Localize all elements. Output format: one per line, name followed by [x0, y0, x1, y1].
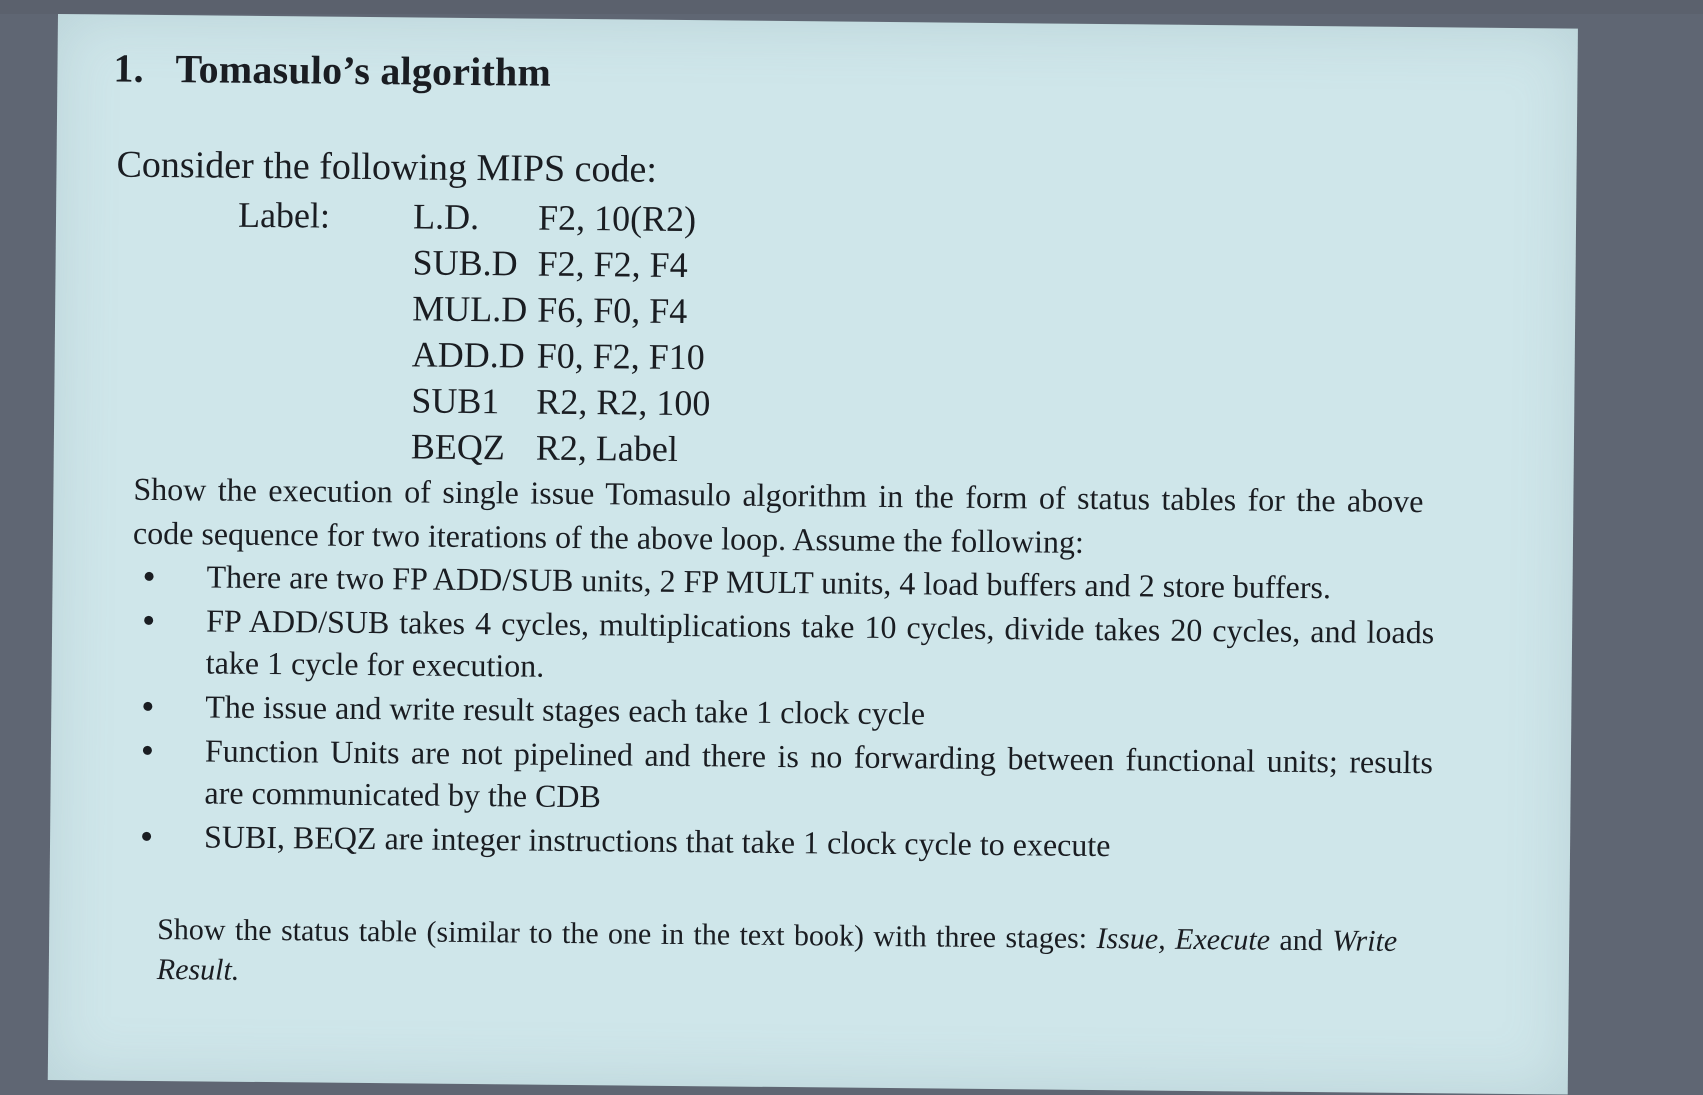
list-item — [144, 599, 1435, 695]
code-opcode: SUB1 — [411, 379, 499, 422]
list-item-text: FP ADD/SUB takes 4 cycles, multiplications take 10 cycles, divide takes 20 cycles, and loads take 1 cycle for execution. — [206, 602, 1435, 683]
question-title — [113, 45, 551, 96]
code-operands: R2, R2, 100 — [536, 381, 710, 425]
stage-execute: Execute — [1175, 923, 1270, 957]
mips-code-block — [114, 193, 117, 469]
closing-paragraph — [157, 910, 1398, 1002]
list-item — [142, 729, 1433, 825]
stage-issue: Issue, — [1096, 922, 1165, 956]
code-operands: F2, F2, F4 — [537, 243, 687, 286]
bullet-icon — [143, 702, 152, 711]
closing-text: Show the status table (similar to the one in the text book) with three stages: — [157, 913, 1097, 955]
list-item-text: Function Units are not pipelined and there is no forwarding between functional units; results are communicated by the CDB — [204, 732, 1433, 814]
assumptions-list — [142, 555, 1435, 871]
code-opcode: MUL.D — [412, 287, 527, 330]
code-operands: F2, 10(R2) — [538, 197, 696, 241]
bullet-icon — [142, 832, 151, 841]
question-number: 1. — [113, 45, 175, 93]
bullet-icon — [143, 746, 152, 755]
list-item-text: SUBI, BEQZ are integer instructions that take 1 clock cycle to execute — [204, 818, 1111, 863]
code-operands: F0, F2, F10 — [537, 335, 705, 379]
intro-text: Consider the following MIPS code: — [116, 143, 657, 192]
bullet-icon — [144, 616, 153, 625]
list-item-text: The issue and write result stages each take 1 clock cycle — [205, 688, 925, 731]
code-opcode: L.D. — [413, 195, 479, 238]
code-opcode: BEQZ — [411, 425, 505, 468]
code-opcode: SUB.D — [412, 241, 517, 284]
list-item-text: There are two FP ADD/SUB units, 2 FP MULT units, 4 load buffers and 2 store buffers. — [206, 558, 1331, 605]
bullet-icon — [145, 572, 154, 581]
code-operands: R2, Label — [536, 427, 678, 470]
document-page — [48, 14, 1578, 1095]
monitor-screen — [48, 14, 1578, 1095]
code-label: Label: — [238, 194, 330, 237]
code-opcode: ADD.D — [412, 333, 525, 376]
stage-write-result: Write Result. — [157, 924, 1398, 987]
closing-conjunction: and — [1279, 924, 1323, 957]
instructions-paragraph: Show the execution of single issue Tomasulo algorithm in the form of status tables for the above code sequence for two iterations of the above loop. Assume the following: — [133, 467, 1424, 567]
code-operands: F6, F0, F4 — [537, 289, 687, 332]
monitor-bezel — [0, 0, 1703, 14]
question-title-text: Tomasulo’s algorithm — [175, 46, 551, 95]
